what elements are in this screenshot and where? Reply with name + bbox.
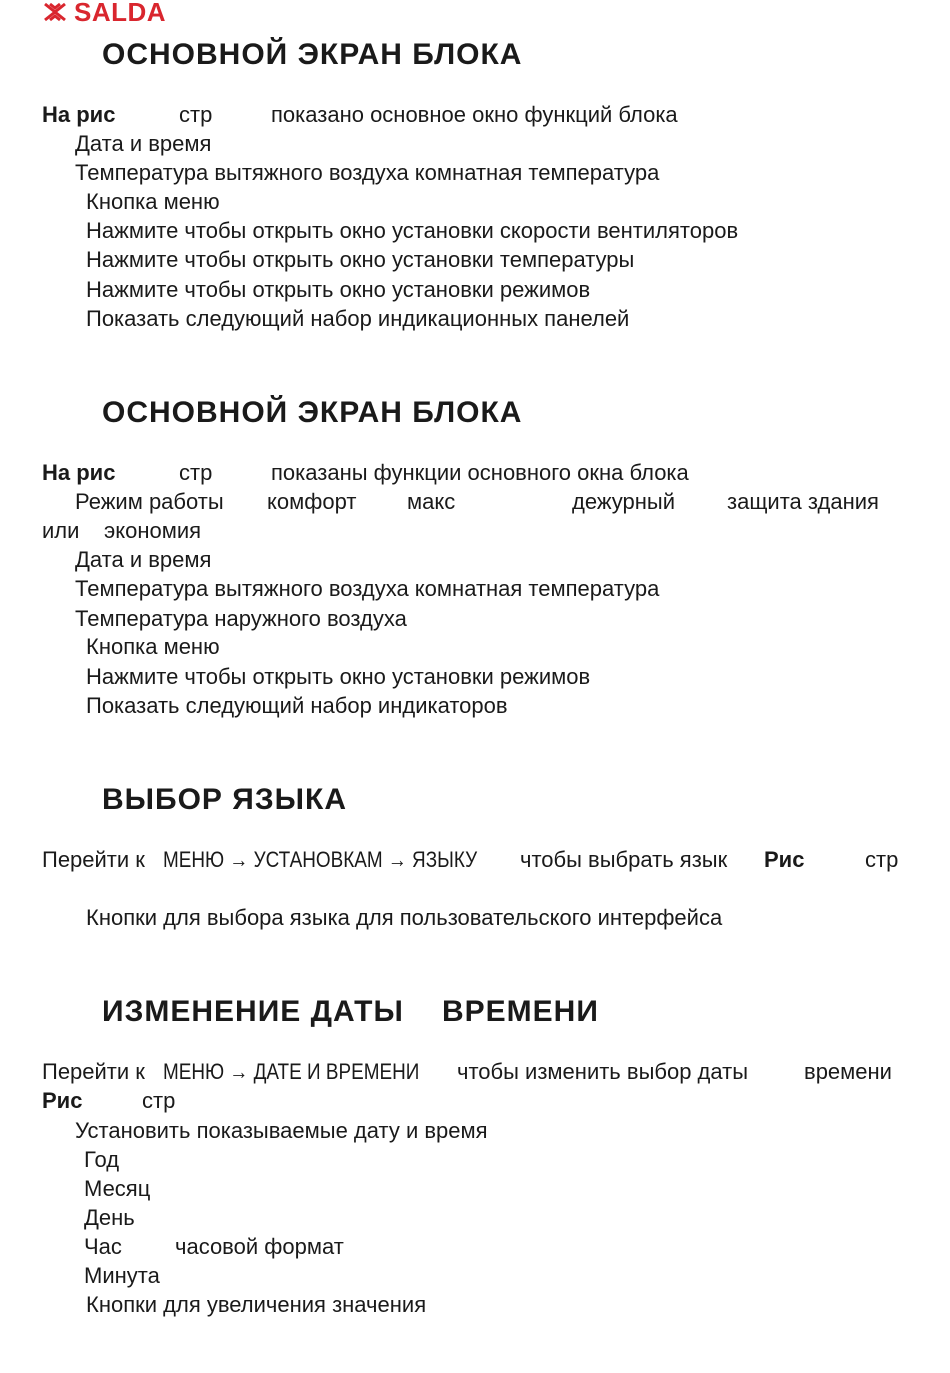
list-item: Кнопки для выбора языка для пользовательского интерфейса — [86, 905, 723, 930]
figure-ref: На рис — [42, 102, 116, 127]
list-item: Дата и время — [75, 547, 212, 572]
figure-ref: На рис — [42, 460, 116, 485]
mode-max: макс — [407, 489, 456, 514]
mode-economy: экономия — [104, 518, 202, 543]
section-title: ВЫБОР ЯЗЫКА — [102, 783, 347, 816]
page-ref: стр — [179, 460, 213, 485]
page-ref: стр — [865, 847, 899, 872]
page-ref: стр — [179, 102, 213, 127]
list-item: Нажмите чтобы открыть окно установки скорости вентиляторов — [86, 218, 739, 243]
section-title-a: ИЗМЕНЕНИЕ ДАТЫ — [102, 995, 404, 1028]
intro-text: показано основное окно функций блока — [271, 102, 678, 127]
salda-logo-icon — [42, 1, 68, 23]
list-item: Показать следующий набор индикаторов — [86, 693, 508, 718]
menu-path: МЕНЮ → УСТАНОВКАМ → ЯЗЫКУ — [163, 847, 478, 872]
mode-protection: защита здания — [727, 489, 879, 514]
mode-label: Режим работы — [75, 489, 224, 514]
list-item: Месяц — [84, 1176, 151, 1201]
list-item: Температура вытяжного воздуха комнатная температура — [75, 160, 660, 185]
page-ref: стр — [142, 1088, 176, 1113]
mode-or: или — [42, 518, 80, 543]
list-item: Показать следующий набор индикационных панелей — [86, 306, 630, 331]
list-item: Кнопка меню — [86, 634, 220, 659]
section-title: ОСНОВНОЙ ЭКРАН БЛОКА — [102, 38, 523, 71]
list-item: Год — [84, 1147, 120, 1172]
figure-ref: Рис — [764, 847, 805, 872]
list-item: Час — [84, 1234, 122, 1259]
list-item: Дата и время — [75, 131, 212, 156]
list-item: Кнопки для увеличения значения — [86, 1292, 427, 1317]
list-item: часовой формат — [175, 1234, 344, 1259]
list-item: Температура вытяжного воздуха комнатная температура — [75, 576, 660, 601]
mode-comfort: комфорт — [267, 489, 357, 514]
list-item: Нажмите чтобы открыть окно установки режимов — [86, 277, 591, 302]
list-item: Нажмите чтобы открыть окно установки температуры — [86, 247, 635, 272]
list-item: Минута — [84, 1263, 160, 1288]
list-item: Кнопка меню — [86, 189, 220, 214]
list-item: Нажмите чтобы открыть окно установки режимов — [86, 664, 591, 689]
path-text: чтобы изменить выбор даты — [457, 1059, 749, 1084]
section-title-b: ВРЕМЕНИ — [442, 995, 599, 1028]
path-text: чтобы выбрать язык — [520, 847, 728, 872]
path-prefix: Перейти к — [42, 847, 145, 872]
salda-logo — [42, 0, 167, 27]
section-title: ОСНОВНОЙ ЭКРАН БЛОКА — [102, 396, 523, 429]
list-item: Температура наружного воздуха — [75, 606, 407, 631]
menu-path: МЕНЮ → ДАТЕ И ВРЕМЕНИ — [163, 1059, 420, 1084]
list-item: День — [84, 1205, 135, 1230]
mode-standby: дежурный — [572, 489, 676, 514]
list-item: Установить показываемые дату и время — [75, 1118, 488, 1143]
logo-text: SALDA — [74, 0, 167, 27]
path-prefix: Перейти к — [42, 1059, 145, 1084]
path-tail: времени — [804, 1059, 892, 1084]
intro-text: показаны функции основного окна блока — [271, 460, 689, 485]
figure-ref: Рис — [42, 1088, 83, 1113]
